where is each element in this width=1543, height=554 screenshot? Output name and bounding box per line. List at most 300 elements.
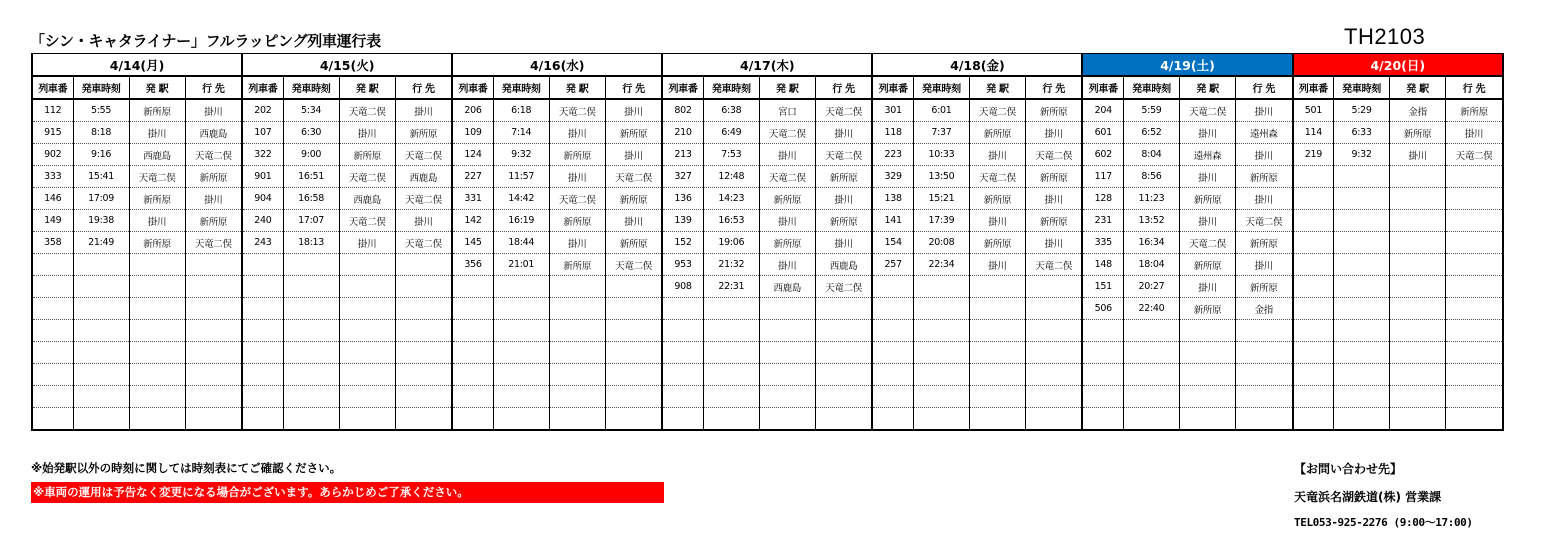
table-row — [32, 122, 1503, 144]
origin-station-header: 発 駅 — [1180, 76, 1236, 99]
train-number — [242, 320, 283, 342]
departure-time — [1334, 320, 1390, 342]
departure-time-header: 発車時刻 — [703, 76, 759, 99]
departure-time — [1334, 166, 1390, 188]
destination: 掛川 — [1236, 99, 1293, 122]
departure-time: 9:32 — [1334, 144, 1390, 166]
destination: 天竜二俣 — [605, 166, 662, 188]
destination — [1446, 342, 1503, 364]
destination: 西鹿島 — [815, 254, 872, 276]
departure-time: 11:57 — [493, 166, 549, 188]
departure-time — [913, 386, 969, 408]
origin-station: 掛川 — [1180, 122, 1236, 144]
departure-time — [73, 386, 129, 408]
origin-station: 掛川 — [1390, 144, 1446, 166]
origin-station — [759, 408, 815, 431]
origin-station: 西鹿島 — [339, 188, 395, 210]
departure-time: 6:38 — [703, 99, 759, 122]
departure-time — [493, 276, 549, 298]
contact-heading: 【お問い合わせ先】 — [1294, 462, 1403, 476]
departure-time: 8:04 — [1123, 144, 1179, 166]
departure-time — [493, 298, 549, 320]
destination: 天竜二俣 — [1236, 210, 1293, 232]
train-number: 152 — [662, 232, 703, 254]
departure-time — [1334, 276, 1390, 298]
departure-time: 7:14 — [493, 122, 549, 144]
origin-station — [339, 254, 395, 276]
departure-time — [283, 254, 339, 276]
table-row — [32, 166, 1503, 188]
train-number-header: 列車番 — [452, 76, 493, 99]
destination: 新所原 — [605, 188, 662, 210]
departure-time: 22:40 — [1123, 298, 1179, 320]
table-row — [32, 99, 1503, 122]
destination — [1446, 254, 1503, 276]
departure-time: 9:32 — [493, 144, 549, 166]
destination: 新所原 — [605, 232, 662, 254]
train-number: 227 — [452, 166, 493, 188]
destination — [1446, 408, 1503, 431]
origin-station — [549, 386, 605, 408]
departure-time — [1334, 342, 1390, 364]
origin-station — [549, 364, 605, 386]
departure-time — [913, 364, 969, 386]
departure-time: 14:42 — [493, 188, 549, 210]
departure-time — [283, 386, 339, 408]
departure-time — [73, 320, 129, 342]
origin-station: 掛川 — [759, 210, 815, 232]
origin-station: 天竜二俣 — [339, 210, 395, 232]
destination: 掛川 — [1236, 144, 1293, 166]
train-number: 151 — [1082, 276, 1123, 298]
contact-company: 天竜浜名湖鉄道(株) 営業課 — [1294, 490, 1442, 504]
destination — [1446, 364, 1503, 386]
train-number — [1082, 364, 1123, 386]
table-row — [32, 364, 1503, 386]
destination — [395, 364, 452, 386]
train-number — [452, 276, 493, 298]
origin-station — [759, 386, 815, 408]
destination — [1446, 166, 1503, 188]
destination — [1446, 298, 1503, 320]
departure-time: 20:08 — [913, 232, 969, 254]
destination: 西鹿島 — [185, 122, 242, 144]
origin-station: 新所原 — [549, 210, 605, 232]
destination: 新所原 — [1236, 166, 1293, 188]
train-number: 210 — [662, 122, 703, 144]
departure-time — [1334, 254, 1390, 276]
departure-time: 16:19 — [493, 210, 549, 232]
destination — [395, 254, 452, 276]
destination: 掛川 — [395, 99, 452, 122]
destination: 新所原 — [1025, 99, 1082, 122]
date-header: 4/14(月) — [32, 54, 242, 77]
destination: 新所原 — [185, 166, 242, 188]
destination: 西鹿島 — [395, 166, 452, 188]
destination: 天竜二俣 — [185, 144, 242, 166]
departure-time-header: 発車時刻 — [493, 76, 549, 99]
origin-station: 宮口 — [759, 99, 815, 122]
destination: 掛川 — [605, 210, 662, 232]
departure-time: 16:51 — [283, 166, 339, 188]
origin-station — [129, 276, 185, 298]
origin-station — [759, 298, 815, 320]
train-number: 148 — [1082, 254, 1123, 276]
train-number: 915 — [32, 122, 73, 144]
departure-time: 19:38 — [73, 210, 129, 232]
train-number — [1293, 408, 1334, 431]
origin-station: 掛川 — [129, 210, 185, 232]
departure-time: 18:13 — [283, 232, 339, 254]
origin-station: 掛川 — [549, 166, 605, 188]
departure-time — [73, 364, 129, 386]
origin-station — [129, 386, 185, 408]
departure-time: 5:55 — [73, 99, 129, 122]
train-number: 231 — [1082, 210, 1123, 232]
train-number: 128 — [1082, 188, 1123, 210]
departure-time — [703, 320, 759, 342]
train-number: 356 — [452, 254, 493, 276]
train-number: 117 — [1082, 166, 1123, 188]
departure-time — [1334, 298, 1390, 320]
destination — [815, 320, 872, 342]
train-number — [872, 386, 913, 408]
train-number: 204 — [1082, 99, 1123, 122]
note-timetable: ※始発駅以外の時刻に関しては時刻表にてご確認ください。 — [31, 461, 342, 475]
train-number — [662, 298, 703, 320]
destination — [395, 276, 452, 298]
train-number: 112 — [32, 99, 73, 122]
origin-station: 西鹿島 — [129, 144, 185, 166]
train-number — [452, 298, 493, 320]
departure-time — [913, 276, 969, 298]
train-number: 904 — [242, 188, 283, 210]
departure-time — [1123, 408, 1179, 431]
destination — [1446, 188, 1503, 210]
destination: 掛川 — [395, 210, 452, 232]
destination: 新所原 — [605, 122, 662, 144]
origin-station — [339, 298, 395, 320]
date-header: 4/19(土) — [1082, 54, 1292, 77]
train-number — [1082, 386, 1123, 408]
table-row — [32, 188, 1503, 210]
date-header: 4/20(日) — [1293, 54, 1503, 77]
origin-station — [1390, 276, 1446, 298]
departure-time: 16:53 — [703, 210, 759, 232]
origin-station: 新所原 — [549, 254, 605, 276]
departure-time: 5:34 — [283, 99, 339, 122]
origin-station — [969, 342, 1025, 364]
train-number — [872, 408, 913, 431]
origin-station: 新所原 — [129, 188, 185, 210]
origin-station: 遠州森 — [1180, 144, 1236, 166]
origin-station: 新所原 — [339, 144, 395, 166]
train-number — [1293, 254, 1334, 276]
destination: 掛川 — [1446, 122, 1503, 144]
train-number — [1293, 386, 1334, 408]
origin-station — [759, 364, 815, 386]
departure-time-header: 発車時刻 — [913, 76, 969, 99]
destination: 新所原 — [815, 166, 872, 188]
departure-time — [73, 408, 129, 431]
departure-time: 15:21 — [913, 188, 969, 210]
train-number — [662, 320, 703, 342]
train-number — [242, 342, 283, 364]
train-number — [662, 342, 703, 364]
origin-station — [969, 298, 1025, 320]
destination — [395, 342, 452, 364]
train-number: 257 — [872, 254, 913, 276]
train-number: 333 — [32, 166, 73, 188]
origin-station — [1390, 210, 1446, 232]
origin-station: 新所原 — [1180, 188, 1236, 210]
departure-time — [283, 320, 339, 342]
departure-time: 22:31 — [703, 276, 759, 298]
train-number — [1293, 276, 1334, 298]
origin-station — [549, 342, 605, 364]
destination: 天竜二俣 — [815, 99, 872, 122]
table-row — [32, 232, 1503, 254]
train-number-header: 列車番 — [662, 76, 703, 99]
destination — [815, 298, 872, 320]
departure-time — [913, 320, 969, 342]
origin-station: 天竜二俣 — [759, 166, 815, 188]
train-number: 908 — [662, 276, 703, 298]
train-number-header: 列車番 — [1293, 76, 1334, 99]
departure-time — [703, 408, 759, 431]
destination-header: 行 先 — [395, 76, 452, 99]
destination-header: 行 先 — [605, 76, 662, 99]
train-number — [1293, 364, 1334, 386]
destination — [1446, 210, 1503, 232]
destination — [1025, 364, 1082, 386]
origin-station — [1390, 364, 1446, 386]
destination-header: 行 先 — [815, 76, 872, 99]
departure-time — [1123, 364, 1179, 386]
destination — [605, 386, 662, 408]
train-number — [242, 408, 283, 431]
departure-time — [1334, 408, 1390, 431]
train-number — [32, 254, 73, 276]
origin-station — [339, 342, 395, 364]
train-number — [1293, 188, 1334, 210]
departure-time — [913, 408, 969, 431]
departure-time: 5:59 — [1123, 99, 1179, 122]
destination — [1446, 232, 1503, 254]
departure-time — [493, 408, 549, 431]
train-number — [662, 364, 703, 386]
departure-time-header: 発車時刻 — [1123, 76, 1179, 99]
origin-station-header: 発 駅 — [969, 76, 1025, 99]
train-number — [242, 276, 283, 298]
origin-station — [549, 298, 605, 320]
origin-station: 新所原 — [1390, 122, 1446, 144]
departure-time: 14:23 — [703, 188, 759, 210]
departure-time: 19:06 — [703, 232, 759, 254]
origin-station — [759, 320, 815, 342]
origin-station — [1390, 166, 1446, 188]
origin-station: 掛川 — [1180, 210, 1236, 232]
train-number — [452, 408, 493, 431]
train-number: 202 — [242, 99, 283, 122]
destination — [395, 298, 452, 320]
origin-station: 掛川 — [549, 232, 605, 254]
origin-station: 掛川 — [1180, 166, 1236, 188]
origin-station-header: 発 駅 — [1390, 76, 1446, 99]
departure-time — [1123, 386, 1179, 408]
train-number: 601 — [1082, 122, 1123, 144]
destination — [395, 320, 452, 342]
origin-station: 新所原 — [1180, 254, 1236, 276]
train-number — [1082, 408, 1123, 431]
origin-station: 天竜二俣 — [759, 122, 815, 144]
departure-time: 17:07 — [283, 210, 339, 232]
departure-time — [703, 364, 759, 386]
departure-time: 21:32 — [703, 254, 759, 276]
destination: 天竜二俣 — [815, 144, 872, 166]
departure-time: 8:18 — [73, 122, 129, 144]
origin-station: 天竜二俣 — [129, 166, 185, 188]
destination: 掛川 — [185, 188, 242, 210]
train-number: 118 — [872, 122, 913, 144]
departure-time-header: 発車時刻 — [1334, 76, 1390, 99]
origin-station: 新所原 — [549, 144, 605, 166]
train-number — [872, 364, 913, 386]
destination: 天竜二俣 — [605, 254, 662, 276]
departure-time: 17:09 — [73, 188, 129, 210]
origin-station — [969, 276, 1025, 298]
origin-station: 天竜二俣 — [549, 99, 605, 122]
train-number: 145 — [452, 232, 493, 254]
departure-time: 9:00 — [283, 144, 339, 166]
train-number — [452, 342, 493, 364]
origin-station: 新所原 — [969, 232, 1025, 254]
train-number — [1293, 166, 1334, 188]
departure-time-header: 発車時刻 — [73, 76, 129, 99]
train-number: 301 — [872, 99, 913, 122]
destination — [1025, 298, 1082, 320]
table-row — [32, 276, 1503, 298]
destination: 遠州森 — [1236, 122, 1293, 144]
destination: 掛川 — [1236, 254, 1293, 276]
departure-time — [1123, 342, 1179, 364]
departure-time — [283, 276, 339, 298]
train-number: 902 — [32, 144, 73, 166]
departure-time: 16:58 — [283, 188, 339, 210]
destination — [185, 408, 242, 431]
table-row — [32, 320, 1503, 342]
destination — [815, 364, 872, 386]
origin-station — [129, 298, 185, 320]
destination: 掛川 — [1025, 122, 1082, 144]
origin-station — [1390, 342, 1446, 364]
train-number: 322 — [242, 144, 283, 166]
origin-station: 新所原 — [129, 232, 185, 254]
destination-header: 行 先 — [185, 76, 242, 99]
origin-station: 新所原 — [969, 188, 1025, 210]
destination: 天竜二俣 — [395, 144, 452, 166]
train-number: 139 — [662, 210, 703, 232]
origin-station — [1180, 320, 1236, 342]
departure-time — [493, 342, 549, 364]
destination: 金指 — [1236, 298, 1293, 320]
destination — [1236, 342, 1293, 364]
departure-time-header: 発車時刻 — [283, 76, 339, 99]
train-number: 124 — [452, 144, 493, 166]
origin-station — [1180, 408, 1236, 431]
destination: 新所原 — [1025, 210, 1082, 232]
departure-time: 6:52 — [1123, 122, 1179, 144]
origin-station: 掛川 — [339, 232, 395, 254]
table-row — [32, 144, 1503, 166]
train-number — [872, 276, 913, 298]
origin-station: 掛川 — [969, 210, 1025, 232]
departure-time — [493, 320, 549, 342]
departure-time — [283, 364, 339, 386]
destination — [605, 364, 662, 386]
destination: 新所原 — [185, 210, 242, 232]
departure-time: 21:01 — [493, 254, 549, 276]
train-number: 136 — [662, 188, 703, 210]
page-title: 「シン・キャタライナー」フルラッピング列車運行表 — [30, 32, 381, 50]
destination: 天竜二俣 — [185, 232, 242, 254]
destination — [1446, 320, 1503, 342]
destination: 天竜二俣 — [395, 188, 452, 210]
destination: 天竜二俣 — [1025, 144, 1082, 166]
origin-station: 天竜二俣 — [339, 99, 395, 122]
train-number: 109 — [452, 122, 493, 144]
departure-time — [1123, 320, 1179, 342]
destination — [815, 342, 872, 364]
train-number-header: 列車番 — [872, 76, 913, 99]
departure-time: 6:33 — [1334, 122, 1390, 144]
origin-station — [1390, 298, 1446, 320]
train-number — [1293, 232, 1334, 254]
departure-time — [1334, 364, 1390, 386]
origin-station — [129, 254, 185, 276]
train-number: 219 — [1293, 144, 1334, 166]
destination — [185, 298, 242, 320]
origin-station — [969, 386, 1025, 408]
destination: 掛川 — [815, 188, 872, 210]
origin-station: 新所原 — [129, 99, 185, 122]
departure-time: 13:52 — [1123, 210, 1179, 232]
train-number: 206 — [452, 99, 493, 122]
date-header: 4/17(木) — [662, 54, 872, 77]
departure-time — [493, 364, 549, 386]
origin-station — [129, 342, 185, 364]
table-row — [32, 298, 1503, 320]
origin-station: 天竜二俣 — [549, 188, 605, 210]
destination: 掛川 — [1025, 188, 1082, 210]
train-number — [32, 386, 73, 408]
origin-station: 天竜二俣 — [969, 166, 1025, 188]
table-row — [32, 210, 1503, 232]
origin-station — [969, 364, 1025, 386]
origin-station: 掛川 — [969, 254, 1025, 276]
destination: 掛川 — [605, 99, 662, 122]
origin-station — [1390, 188, 1446, 210]
train-number: 223 — [872, 144, 913, 166]
origin-station — [339, 408, 395, 431]
destination: 掛川 — [185, 99, 242, 122]
destination — [395, 386, 452, 408]
table-row — [32, 342, 1503, 364]
destination — [815, 408, 872, 431]
train-number: 802 — [662, 99, 703, 122]
departure-time: 21:49 — [73, 232, 129, 254]
departure-time: 6:01 — [913, 99, 969, 122]
